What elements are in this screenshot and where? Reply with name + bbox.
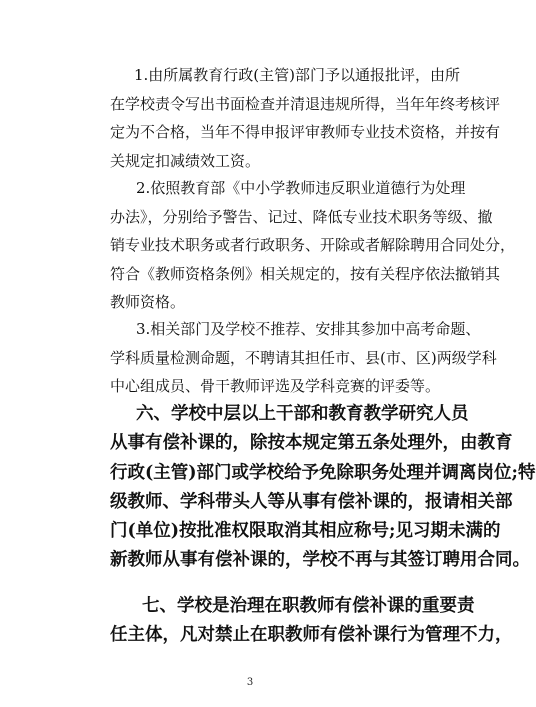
text-line: 在学校责令写出书面检查并清退违规所得，当年年终考核评 bbox=[110, 94, 501, 113]
paragraph-item-2 bbox=[110, 174, 516, 317]
text-line: 1.由所属教育行政(主管)部门予以通报批评，由所 bbox=[134, 66, 461, 84]
text-line: 从事有偿补课的，除按本规定第五条处理外，由教育 bbox=[110, 433, 513, 454]
section-heading-line: 七、学校是治理在职教师有偿补课的重要责 bbox=[142, 596, 475, 616]
section-seven-paragraph bbox=[110, 592, 513, 651]
section-six-paragraph bbox=[110, 400, 536, 576]
text-line: 行政(主管)部门或学校给予免除职务处理并调离岗位;特 bbox=[110, 462, 536, 483]
text-line: 销专业技术职务或者行政职务、开除或者解除聘用合同处分， bbox=[110, 236, 516, 254]
page-number: 3 bbox=[246, 677, 254, 688]
text-line: 2.依照教育部《中小学教师违反职业道德行为处理 bbox=[136, 179, 466, 197]
text-line: 教师资格。 bbox=[110, 293, 186, 311]
paragraph-item-1 bbox=[110, 61, 501, 175]
text-line: 符合《教师资格条例》相关规定的，按有关程序依法撤销其 bbox=[110, 264, 501, 283]
text-line: 中心组成员、骨干教师评选及学科竞赛的评委等。 bbox=[110, 377, 441, 395]
text-line: 门(单位)按批准权限取消其相应称号;见习期未满的 bbox=[110, 521, 501, 542]
text-line: 定为不合格，当年不得申报评审教师专业技术资格，并按有 bbox=[110, 123, 501, 141]
paragraph-item-3 bbox=[110, 315, 497, 401]
text-line: 学科质量检测命题，不聘请其担任市、县(市、区)两级学科 bbox=[110, 348, 497, 367]
text-line: 办法》，分别给予警告、记过、降低专业技术职务等级、撤 bbox=[110, 207, 493, 226]
text-line: 关规定扣减绩效工资。 bbox=[110, 151, 261, 170]
text-line: 新教师从事有偿补课的，学校不再与其签订聘用合同。 bbox=[110, 550, 530, 571]
section-heading-line: 六、学校中层以上干部和教育教学研究人员 bbox=[136, 404, 469, 424]
text-line: 3.相关部门及学校不推荐、安排其参加中高考命题、 bbox=[136, 320, 481, 338]
text-line: 级教师、学科带头人等从事有偿补课的，报请相关部 bbox=[110, 491, 513, 512]
text-line: 任主体，凡对禁止在职教师有偿补课行为管理不力， bbox=[110, 625, 513, 646]
